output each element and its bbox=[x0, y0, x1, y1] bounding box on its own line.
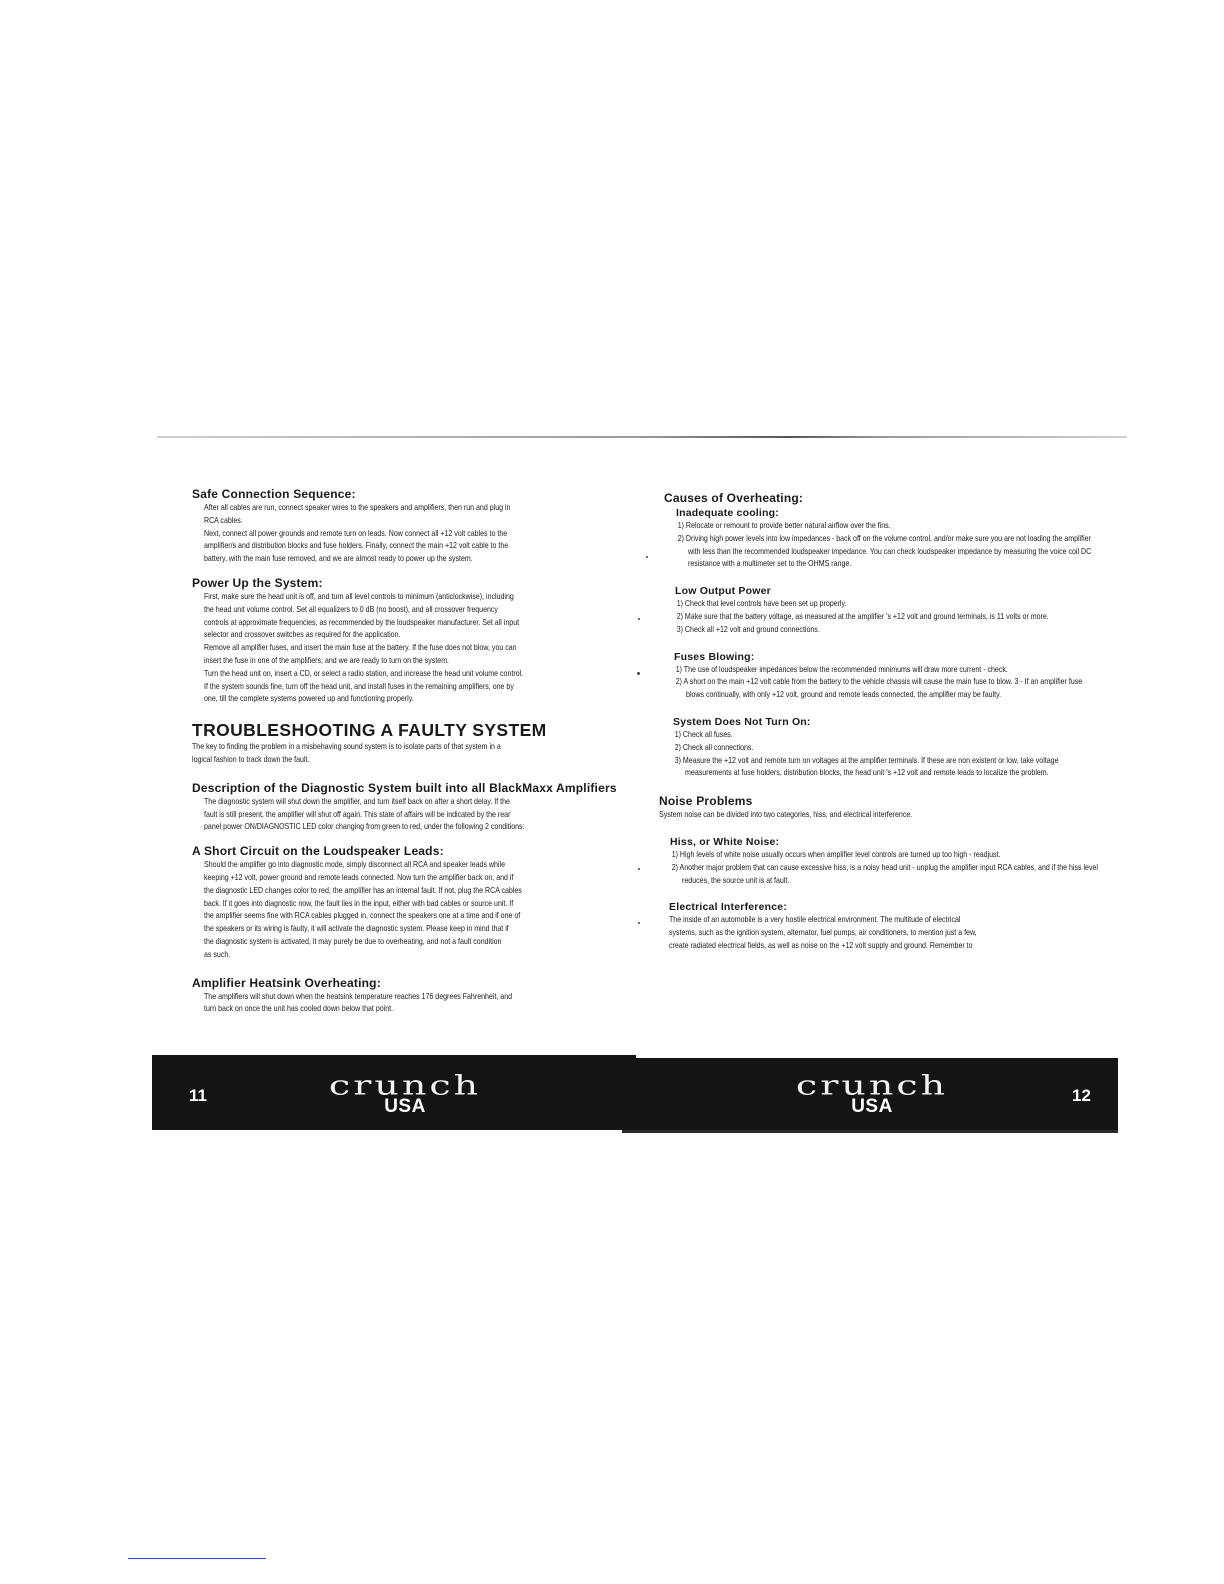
subsection-heading: Low Output Power bbox=[675, 585, 771, 598]
heatsink-body bbox=[192, 991, 624, 1017]
section-heading: Amplifier Heatsink Overheating: bbox=[192, 975, 381, 990]
scan-speck bbox=[637, 672, 640, 675]
footer-bar bbox=[152, 1058, 1118, 1130]
text-line: the head unit volume control. Set all equalizers to 0 dB (no boost), and all crossover frequency bbox=[204, 604, 498, 614]
troubleshooting-title: TROUBLESHOOTING A FAULTY SYSTEM bbox=[192, 720, 547, 741]
text-line: one, till the complete systems powered up and functioning properly. bbox=[204, 694, 414, 704]
section-heading: Noise Problems bbox=[659, 794, 753, 809]
section-heading: Causes of Overheating: bbox=[664, 491, 804, 505]
text-line: First, make sure the head unit is off, and turn all level controls to minimum (anticlockwise), including bbox=[204, 591, 514, 601]
text-line: The inside of an automobile is a very hostile electrical environment. The multitude of electrical bbox=[669, 915, 961, 925]
list-item: 2) Check all connections. bbox=[674, 742, 754, 752]
text-line: battery, with the main fuse removed, and we are almost ready to power up the system. bbox=[204, 554, 473, 564]
text-line: create radiated electrical fields, as well as noise on the +12 volt supply and ground. Remember to bbox=[669, 940, 973, 950]
text-line: insert the fuse in one of the amplifiers, and we are ready to turn on the system. bbox=[204, 655, 450, 665]
subsection-heading: Inadequate cooling: bbox=[676, 507, 779, 519]
crunch-logo-right bbox=[777, 1066, 967, 1116]
safe-connection-body bbox=[192, 502, 624, 566]
text-line: the speakers or its wiring is faulty, it will activate the diagnostic system. Please keep in mind that if bbox=[204, 924, 509, 934]
text-line: systems, such as the ignition system, alternator, fuel pumps, air conditioners, to mention just a few, bbox=[669, 928, 977, 938]
section-heading: Safe Connection Sequence: bbox=[192, 487, 356, 501]
list-item: 2) A short on the main +12 volt cable from the battery to the vehicle chassis will cause the main fuse to blow. 3 - If an amplifier fuse blows continually, with only +12 volt, ground and remote leads connected, the amplifier may be faulty. bbox=[675, 677, 1083, 700]
text-line: If the system sounds fine, turn off the head unit, and install fuses in the remaining amplifiers, one by bbox=[204, 681, 514, 691]
top-rule bbox=[157, 436, 1127, 438]
logo-subtitle: USA bbox=[851, 1096, 893, 1117]
text-line: The amplifiers will shut down when the heatsink temperature reaches 176 degrees Fahrenheit, and bbox=[204, 991, 513, 1001]
overheating-body bbox=[659, 506, 1091, 571]
text-line: logical fashion to track down the fault. bbox=[192, 754, 310, 764]
fuses-section bbox=[659, 650, 1091, 702]
text-line: fault is still present, the amplifier will shut off again. This state of affairs will be indicated by the rear bbox=[204, 809, 511, 819]
text-line: Next, connect all power grounds and remote turn on leads. Now connect all +12 volt cables to the bbox=[204, 528, 508, 538]
list-item: 1) High levels of white noise usually occurs when amplifier level controls are turned up too high - readjust. bbox=[671, 849, 1001, 859]
section-heading: Description of the Diagnostic System built into all BlackMaxx Amplifiers bbox=[192, 780, 617, 795]
diagnostic-body bbox=[192, 796, 624, 834]
subsection-heading: Electrical Interference: bbox=[669, 901, 788, 914]
text-line: as such. bbox=[204, 949, 231, 959]
text-line: panel power ON/DIAGNOSTIC LED color changing from green to red, under the following 2 conditions: bbox=[204, 822, 525, 832]
page-number-right: 12 bbox=[1072, 1086, 1091, 1105]
right-page-column bbox=[659, 490, 1098, 953]
list-item: 1) Check that level controls have been set up properly. bbox=[676, 599, 847, 609]
text-line: Turn the head unit on, insert a CD, or select a radio station, and increase the head unit volume control. bbox=[204, 668, 524, 678]
section-heading: Power Up the System: bbox=[192, 575, 323, 590]
electrical-section bbox=[659, 900, 1091, 952]
text-line: After all cables are run, connect speaker wires to the speakers and amplifiers, then run and plug in bbox=[204, 503, 511, 512]
list-item: 2) Driving high power levels into low impedances - back off on the volume control, and/or make sure you are not loading the amplifier with less than the recommended loudspeaker impedance. You can check loudspeaker impedance by measuring the voice coil DC resistance with a multimeter set to the OHMS range. bbox=[677, 533, 1092, 569]
scan-speck bbox=[638, 922, 640, 924]
text-line: the diagnostic LED changes color to red, the amplifier has an internal fault. If not, plug the RCA cables bbox=[204, 885, 522, 895]
list-item: 1) The use of loudspeaker impedances below the recommended minimums will draw more current - check. bbox=[675, 664, 1008, 674]
list-item: 1) Check all fuses. bbox=[674, 729, 733, 739]
text-line: the amplifier seems fine with RCA cables plugged in, connect the speakers one at a time and if one of bbox=[204, 911, 521, 921]
text-line: Should the amplifier go into diagnostic mode, simply disconnect all RCA and speaker leads while bbox=[204, 860, 505, 870]
page-number-left: 11 bbox=[189, 1086, 207, 1105]
short-circuit-body bbox=[192, 859, 624, 961]
text-line: The diagnostic system will shut down the amplifier, and turn itself back on after a short delay. If the bbox=[204, 796, 510, 806]
subsection-heading: Hiss, or White Noise: bbox=[670, 835, 780, 848]
subsection-heading: System Does Not Turn On: bbox=[673, 715, 811, 728]
list-item: 1) Relocate or remount to provide better natural airflow over the fins. bbox=[677, 521, 891, 530]
text-line: The key to finding the problem in a misbehaving sound system is to isolate parts of that system in a bbox=[192, 742, 501, 752]
scan-speck bbox=[638, 618, 640, 620]
text-line: System noise can be divided into two categories, hiss, and electrical interference. bbox=[659, 810, 913, 820]
logo-wordmark: crunch bbox=[795, 1069, 949, 1101]
text-line: amplifier/s and distribution blocks and fuse holders. Finally, connect the main +12 volt cable to the bbox=[204, 541, 509, 551]
section-heading: A Short Circuit on the Loudspeaker Leads: bbox=[192, 844, 444, 859]
list-item: 2) Make sure that the battery voltage, as measured at the amplifier 's +12 volt and ground terminals, is 11 volts or more. bbox=[676, 611, 1049, 621]
text-line: keeping +12 volt, power ground and remote leads connected. Now turn the amplifier back on, and if bbox=[204, 872, 514, 882]
low-output-section bbox=[659, 584, 1091, 636]
bottom-link-underline bbox=[128, 1558, 266, 1559]
hiss-section bbox=[659, 835, 1098, 887]
text-line: the diagnostic system is activated, it may purely be due to overheating, and not a fault condition bbox=[204, 936, 502, 946]
logo-wordmark: crunch bbox=[328, 1069, 482, 1101]
power-up-body bbox=[192, 591, 624, 706]
list-item: 3) Measure the +12 volt and remote turn on voltages at the amplifier terminals. If these are non existent or low, take voltage measurements at fuse holders, distribution blocks, the head unit 's +12 volt and remote leads to localize the problem. bbox=[674, 755, 1059, 778]
text-line: controls at approximate frequencies, as recommended by the loudspeaker manufacturer. Set all input bbox=[204, 617, 520, 627]
left-page-column bbox=[192, 486, 624, 1016]
text-line: selector and crossover switches as required for the application. bbox=[204, 630, 401, 640]
scan-speck bbox=[646, 556, 648, 558]
crunch-logo-left bbox=[310, 1066, 500, 1116]
logo-subtitle: USA bbox=[384, 1096, 426, 1117]
scan-speck bbox=[638, 868, 640, 870]
list-item: 2) Another major problem that can cause excessive hiss, is a noisy head unit - unplug the amplifier input RCA cables, and if the hiss level reduces, the source unit is at fault. bbox=[671, 862, 1098, 885]
subsection-heading: Fuses Blowing: bbox=[674, 650, 755, 663]
text-line: turn back on once the unit has cooled down below that point. bbox=[204, 1004, 394, 1014]
not-on-section bbox=[659, 715, 1091, 780]
text-line: back. If it goes into diagnostic now, the fault lies in the input, either with bad cables or source unit. If bbox=[204, 898, 514, 908]
list-item: 3) Check all +12 volt and ground connections. bbox=[676, 624, 820, 634]
text-line: Remove all amplifier fuses, and insert the main fuse at the battery. If the fuse does not blow, you can bbox=[204, 643, 517, 653]
text-line: RCA cables. bbox=[204, 515, 243, 525]
